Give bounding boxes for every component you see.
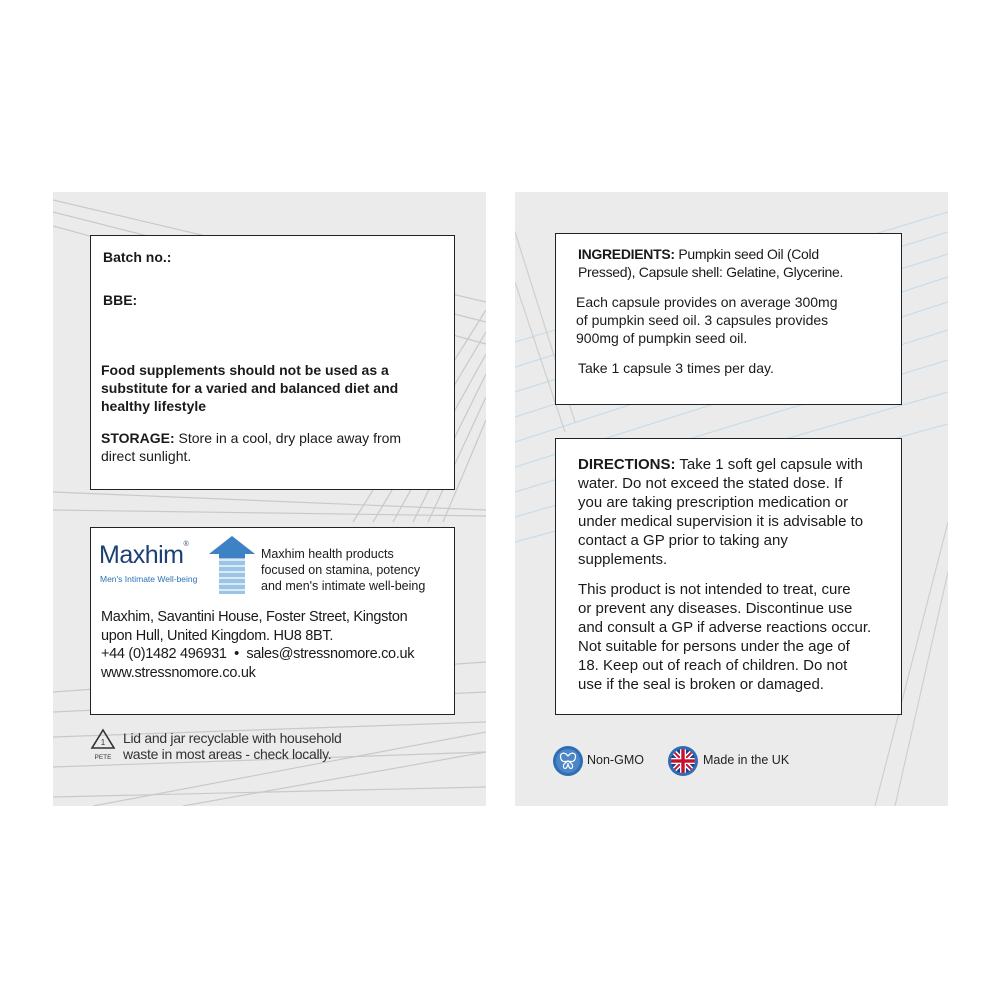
brand-contact	[101, 608, 414, 682]
ingredients-box	[555, 233, 902, 405]
butterfly-icon	[552, 745, 584, 777]
phone-number: +44 (0)1482 496931	[101, 646, 227, 662]
right-label-panel	[515, 192, 948, 806]
address-line: Maxhim, Savantini House, Foster Street, Kingston	[101, 609, 408, 625]
provides-line: of pumpkin seed oil. 3 capsules provides	[576, 312, 829, 328]
logo-wordmark: Maxhim®	[99, 541, 189, 569]
phone-email-line	[101, 645, 414, 664]
rising-arrow-icon	[209, 536, 255, 596]
address-line: upon Hull, United Kingdom. HU8 8BT.	[101, 627, 334, 644]
provides-line: Each capsule provides on average 300mg	[576, 294, 838, 310]
directions-line: Take 1 soft gel capsule with	[675, 456, 863, 473]
logo-tagline: Men's Intimate Well-being	[100, 574, 198, 584]
brand-description	[261, 546, 425, 594]
ingredients-label: INGREDIENTS:	[578, 246, 675, 262]
directions-line: you are taking prescription medication or	[578, 494, 849, 511]
storage-instructions: Store in a cool, dry place away from direct sunlight.	[101, 430, 402, 464]
left-label-panel	[53, 192, 486, 806]
directions-line: supplements.	[578, 551, 668, 568]
directions-line: under medical supervision it is advisable to	[578, 513, 864, 530]
recycle-code: 1	[100, 738, 106, 747]
directions-label: DIRECTIONS:	[578, 456, 676, 473]
provides-line: 900mg of pumpkin seed oil.	[576, 330, 748, 346]
disclaimer-line: This product is not intended to treat, cure	[578, 581, 851, 598]
bbe-label: BBE:	[103, 292, 138, 308]
made-in-uk-label: Made in the UK	[703, 753, 790, 767]
recycle-note	[123, 730, 342, 762]
directions-line: contact a GP prior to taking any	[578, 532, 788, 549]
supplement-warning: Food supplements should not be used as a substitute for a varied and balanced diet and healthy lifestyle	[101, 362, 399, 414]
recycle-note-line: Lid and jar recyclable with household	[123, 730, 342, 746]
brand-description-line: and men's intimate well-being	[261, 579, 426, 593]
website-url[interactable]: www.stressnomore.co.uk	[101, 664, 256, 681]
recycle-material: PETE	[94, 754, 112, 761]
separator-dot: •	[234, 646, 239, 662]
disclaimer-line: Not suitable for persons under the age of	[578, 638, 850, 655]
batch-info-box	[90, 235, 455, 490]
batch-label: Batch no.:	[103, 249, 172, 265]
brand-info-box	[90, 527, 455, 715]
storage-text	[101, 429, 431, 465]
capsule-provides-text	[576, 293, 838, 347]
dosage-text: Take 1 capsule 3 times per day.	[578, 360, 774, 376]
brand-description-line: Maxhim health products	[261, 547, 394, 561]
disclaimer-line: or prevent any diseases. Discontinue use	[578, 600, 853, 617]
storage-label: STORAGE:	[101, 430, 175, 446]
disclaimer-line: 18. Keep out of reach of children. Do not	[578, 657, 848, 674]
directions-line: water. Do not exceed the stated dose. If	[578, 475, 843, 492]
non-gmo-label: Non-GMO	[587, 753, 644, 767]
directions-text	[578, 455, 863, 569]
uk-flag-icon	[667, 745, 699, 777]
email-address[interactable]: sales@stressnomore.co.uk	[246, 646, 415, 662]
ingredients-line: Pumpkin seed Oil (Cold	[674, 246, 819, 262]
recycle-note-line: waste in most areas - check locally.	[123, 746, 332, 762]
brand-description-line: focused on stamina, potency	[261, 563, 421, 577]
ingredients-line: Pressed), Capsule shell: Gelatine, Glycerine.	[578, 264, 844, 280]
disclaimer-line: use if the seal is broken or damaged.	[578, 676, 824, 693]
directions-box	[555, 438, 902, 715]
disclaimer-text	[578, 580, 871, 694]
ingredients-text	[578, 245, 843, 281]
disclaimer-line: and consult a GP if adverse reactions occur.	[578, 619, 872, 636]
recycle-pete-icon	[90, 728, 116, 762]
